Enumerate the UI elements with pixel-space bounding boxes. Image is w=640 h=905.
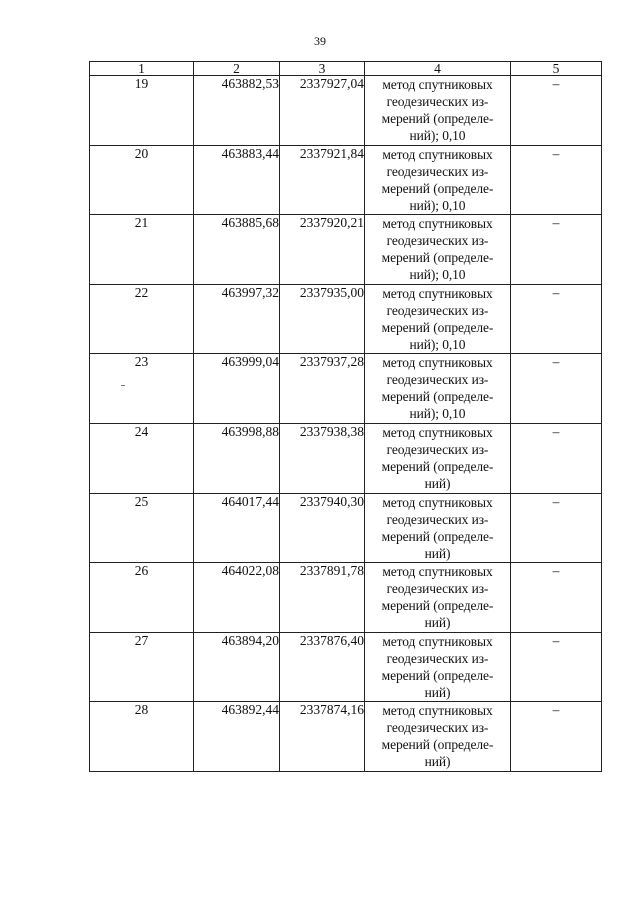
y-coordinate-cell: 2337874,16 [280, 702, 365, 772]
method-cell [365, 145, 511, 215]
point-number-cell: 21 [90, 215, 194, 285]
method-line: ний); 0,10 [409, 197, 466, 213]
table-row [90, 632, 602, 702]
x-coordinate-cell: 463997,32 [194, 284, 280, 354]
header-col-5: 5 [511, 62, 602, 76]
method-line: метод спутниковых [382, 77, 493, 92]
table-header-row [90, 62, 602, 76]
col5-cell: – [511, 493, 602, 563]
method-line: ний); 0,10 [409, 128, 466, 143]
header-col-3: 3 [280, 62, 365, 76]
table-row [90, 284, 602, 354]
method-line: геодезических из- [386, 302, 489, 318]
method-cell [365, 632, 511, 702]
method-line: мерений (определе- [381, 528, 494, 544]
point-number-cell: 22 [90, 284, 194, 354]
col5-cell: – [511, 632, 602, 702]
method-line: мерений (определе- [381, 598, 494, 614]
method-line: ний) [424, 475, 451, 491]
method-line: мерений (определе- [381, 458, 494, 474]
method-line: геодезических из- [386, 163, 489, 179]
method-line: геодезических из- [386, 511, 489, 527]
method-line: ний) [424, 684, 451, 700]
method-line: метод спутниковых [382, 355, 493, 371]
x-coordinate-cell: 463894,20 [194, 632, 280, 702]
point-number-cell: 19 [90, 76, 194, 146]
point-number-cell: 25 [90, 493, 194, 563]
x-coordinate-cell: 464017,44 [194, 493, 280, 563]
y-coordinate-cell: 2337920,21 [280, 215, 365, 285]
point-number-cell: 27 [90, 632, 194, 702]
page-number: 39 [314, 34, 326, 48]
y-coordinate-cell: 2337935,00 [280, 284, 365, 354]
y-coordinate-cell: 2337938,38 [280, 423, 365, 493]
point-number-cell: 23 [90, 354, 194, 424]
method-line: мерений (определе- [381, 667, 494, 683]
method-cell [365, 702, 511, 772]
method-line: мерений (определе- [381, 250, 494, 266]
table-row [90, 702, 602, 772]
point-number-cell: 20 [90, 145, 194, 215]
x-coordinate-cell: 463882,53 [194, 76, 280, 146]
method-line: геодезических из- [386, 233, 489, 249]
method-line: геодезических из- [386, 372, 489, 388]
method-line: геодезических из- [386, 650, 489, 666]
table-row [90, 145, 602, 215]
method-line: геодезических из- [386, 581, 489, 597]
x-coordinate-cell: 463885,68 [194, 215, 280, 285]
col5-cell: – [511, 563, 602, 633]
y-coordinate-cell: 2337891,78 [280, 563, 365, 633]
table-body [90, 76, 602, 772]
table-row [90, 354, 602, 424]
table-row [90, 493, 602, 563]
method-line: ний); 0,10 [409, 336, 466, 352]
col5-cell: – [511, 284, 602, 354]
method-cell [365, 76, 511, 146]
x-coordinate-cell: 463999,04 [194, 354, 280, 424]
method-line: мерений (определе- [381, 319, 494, 335]
col5-cell: – [511, 702, 602, 772]
method-line: мерений (определе- [381, 111, 494, 126]
method-line: метод спутниковых [382, 494, 493, 510]
table-row [90, 423, 602, 493]
method-line: геодезических из- [386, 441, 489, 457]
col5-cell: – [511, 423, 602, 493]
header-col-4: 4 [365, 62, 511, 76]
x-coordinate-cell: 463883,44 [194, 145, 280, 215]
method-line: метод спутниковых [382, 285, 493, 301]
method-cell [365, 215, 511, 285]
method-cell [365, 284, 511, 354]
method-line: мерений (определе- [381, 180, 494, 196]
method-line: ний); 0,10 [409, 267, 466, 283]
point-number-cell: 28 [90, 702, 194, 772]
method-line: метод спутниковых [382, 703, 493, 719]
x-coordinate-cell: 464022,08 [194, 563, 280, 633]
method-line: ний); 0,10 [409, 406, 466, 422]
method-cell [365, 563, 511, 633]
header-col-2: 2 [194, 62, 280, 76]
method-cell [365, 354, 511, 424]
coordinates-table [89, 61, 602, 772]
y-coordinate-cell: 2337940,30 [280, 493, 365, 563]
method-line: ний) [424, 754, 451, 770]
col5-cell: – [511, 76, 602, 146]
y-coordinate-cell: 2337876,40 [280, 632, 365, 702]
point-number-cell: 26 [90, 563, 194, 633]
method-line: метод спутниковых [382, 216, 493, 232]
y-coordinate-cell: 2337927,04 [280, 76, 365, 146]
col5-cell: – [511, 354, 602, 424]
method-line: метод спутниковых [382, 633, 493, 649]
y-coordinate-cell: 2337921,84 [280, 145, 365, 215]
table-row [90, 563, 602, 633]
method-line: ний) [424, 545, 451, 561]
y-coordinate-cell: 2337937,28 [280, 354, 365, 424]
col5-cell: – [511, 215, 602, 285]
col5-cell: – [511, 145, 602, 215]
method-cell [365, 423, 511, 493]
method-line: метод спутниковых [382, 146, 493, 162]
x-coordinate-cell: 463998,88 [194, 423, 280, 493]
table-row [90, 76, 602, 146]
x-coordinate-cell: 463892,44 [194, 702, 280, 772]
method-line: ний) [424, 615, 451, 631]
method-line: геодезических из- [386, 94, 489, 109]
method-cell [365, 493, 511, 563]
method-line: мерений (определе- [381, 389, 494, 405]
table-row [90, 215, 602, 285]
point-number-cell: 24 [90, 423, 194, 493]
method-line: мерений (определе- [381, 737, 494, 753]
method-line: метод спутниковых [382, 424, 493, 440]
header-col-1: 1 [90, 62, 194, 76]
method-line: метод спутниковых [382, 564, 493, 580]
stray-mark [121, 385, 125, 386]
method-line: геодезических из- [386, 720, 489, 736]
